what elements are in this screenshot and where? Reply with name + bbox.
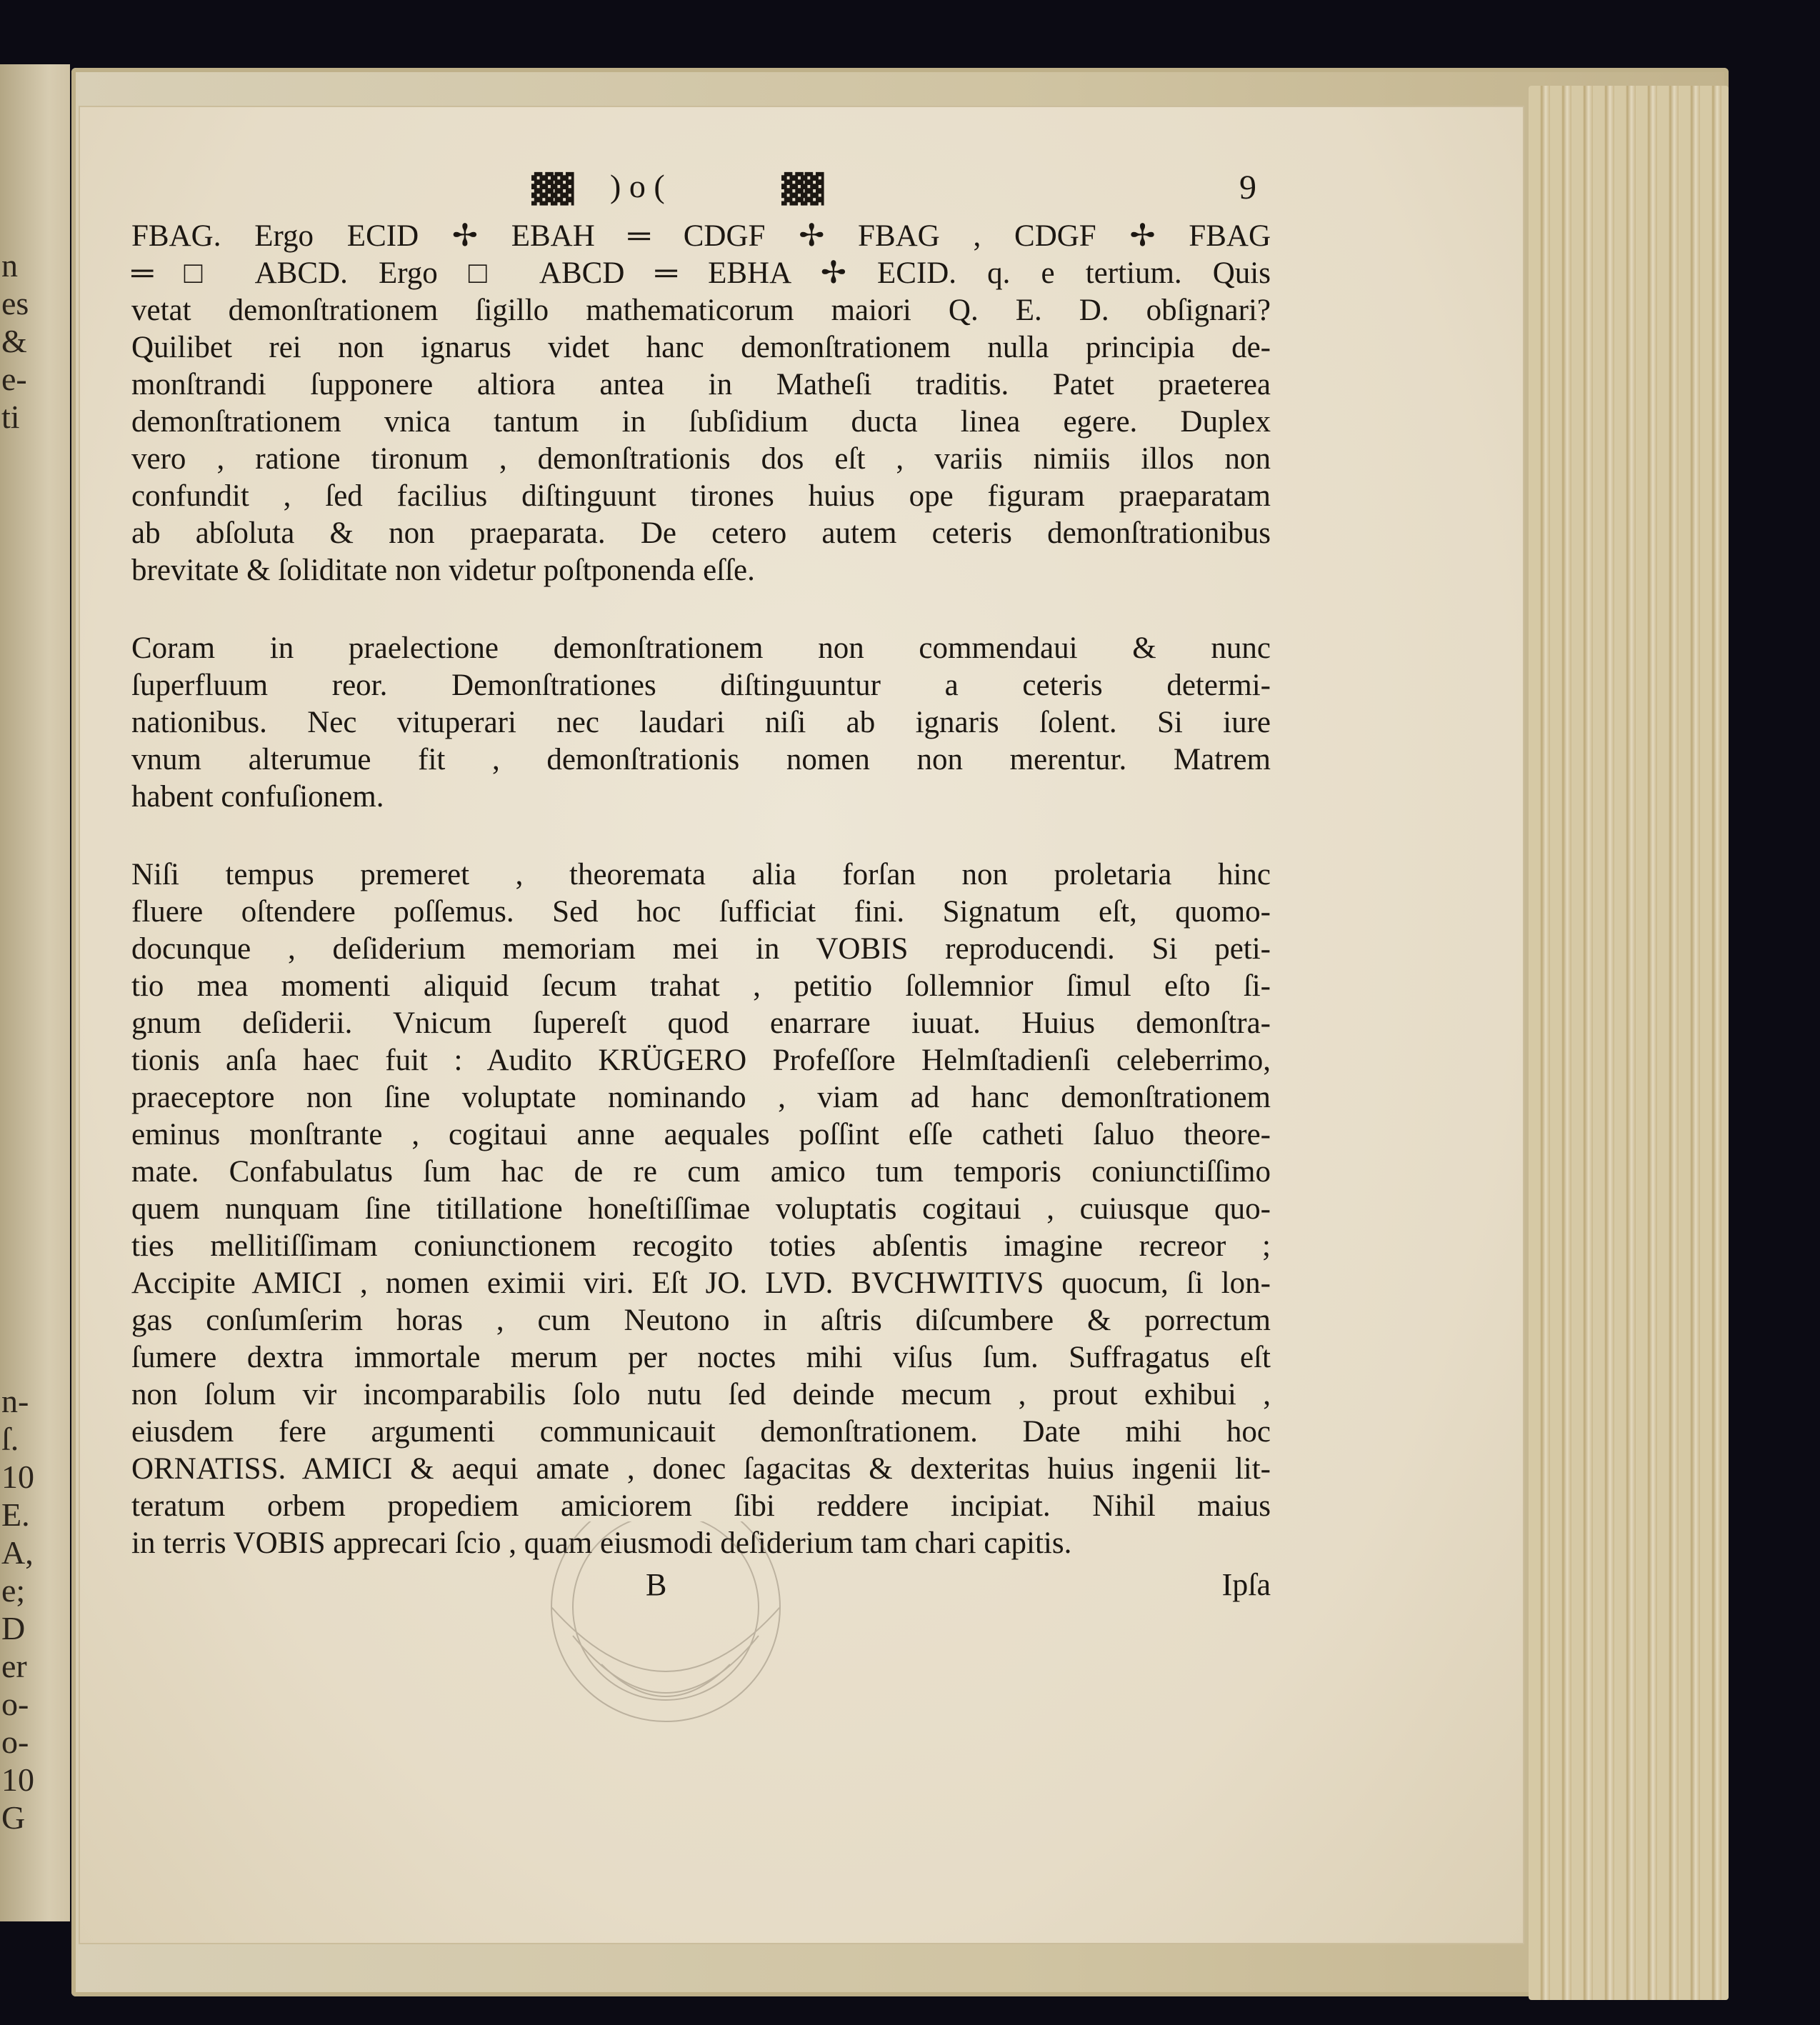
text-line: tionis anſa haec fuit : Audito KRÜGERO Profeſſore Helmſtadienſi celeberrimo, bbox=[131, 1044, 1271, 1077]
text-line: vetat demonſtrationem ſigillo mathematicorum maiori Q. E. D. obſignari? bbox=[131, 294, 1271, 327]
bleed-through-stamp bbox=[466, 1521, 866, 1736]
left-margin-fragment bbox=[1, 966, 66, 1004]
left-margin-fragment: A, bbox=[1, 1534, 34, 1571]
left-margin-fragment: & bbox=[1, 323, 27, 359]
left-margin-fragment bbox=[1, 739, 66, 776]
text-line: quem nunquam ſine titillatione honeſtiſſimae voluptatis cogitaui , cuiusque quo- bbox=[131, 1192, 1271, 1226]
page-stack-edge bbox=[1529, 86, 1729, 2000]
left-margin-fragment: ti bbox=[1, 399, 20, 435]
left-margin-fragment bbox=[1, 928, 66, 966]
signature-mark: B bbox=[646, 1567, 667, 1602]
text-line: ab abſoluta & non praeparata. De cetero autem ceteris demonſtrationibus bbox=[131, 516, 1271, 550]
text-line: tio mea momenti aliquid ſecum trahat , petitio ſollemnior ſimul eſto ſi- bbox=[131, 969, 1271, 1003]
left-margin-fragment bbox=[1, 852, 66, 890]
left-margin-fragment: er bbox=[1, 1648, 27, 1684]
left-margin-fragment bbox=[1, 776, 66, 814]
paragraph-2 bbox=[131, 630, 1271, 816]
text-line: teratum orbem propediem amiciorem ſibi reddere incipiat. Nihil maius bbox=[131, 1489, 1271, 1523]
left-margin-fragment bbox=[1, 1041, 66, 1079]
text-line: eminus monſtrante , cogitaui anne aequales poſſint eſſe catheti ſaluo theore- bbox=[131, 1118, 1271, 1151]
text-line: eiusdem fere argumenti communicauit demonſtrationem. Date mihi hoc bbox=[131, 1415, 1271, 1449]
text-line: ═ □ ABCD. Ergo □ ABCD ═ EBHA ✢ ECID. q. e tertium. Quis bbox=[131, 256, 1271, 290]
left-page-margin-text bbox=[1, 246, 66, 1836]
text-line: fluere oſtendere poſſemus. Sed hoc ſufficiat fini. Signatum eſt, quomo- bbox=[131, 895, 1271, 929]
text-line: FBAG. Ergo ECID ✢ EBAH ═ CDGF ✢ FBAG , CDGF ✢ FBAG bbox=[131, 219, 1271, 253]
left-margin-fragment bbox=[1, 890, 66, 928]
left-margin-fragment bbox=[1, 1344, 66, 1382]
text-line: confundit , ſed facilius diſtinguunt tirones huius ope figuram praeparatam bbox=[131, 479, 1271, 513]
paragraph-1 bbox=[131, 218, 1271, 589]
left-margin-fragment bbox=[1, 549, 66, 587]
left-margin-fragment bbox=[1, 436, 66, 474]
text-line: ſuperfluum reor. Demonſtrationes diſtinguuntur a ceteris determi- bbox=[131, 669, 1271, 702]
left-margin-fragment bbox=[1, 1079, 66, 1117]
text-line: demonſtrationem vnica tantum in ſubſidium ducta linea egere. Duplex bbox=[131, 405, 1271, 439]
left-margin-fragment: e; bbox=[1, 1572, 26, 1609]
text-line: brevitate & ſoliditate non videtur poſtponenda eſſe. bbox=[131, 554, 755, 587]
text-line: mate. Confabulatus ſum hac de re cum amico tum temporis coniunctiſſimo bbox=[131, 1155, 1271, 1189]
text-line: vero , ratione tironum , demonſtrationis dos eſt , variis nimiis illos non bbox=[131, 442, 1271, 476]
left-margin-fragment bbox=[1, 1231, 66, 1269]
text-line: Quilibet rei non ignarus videt hanc demonſtrationem nulla principia de- bbox=[131, 331, 1271, 364]
page-number: 9 bbox=[1239, 169, 1256, 206]
text-line: docunque , deſiderium memoriam mei in VOBIS reproducendi. Si peti- bbox=[131, 932, 1271, 966]
left-margin-fragment: E. bbox=[1, 1496, 30, 1533]
left-margin-fragment bbox=[1, 511, 66, 549]
left-margin-fragment: n bbox=[1, 247, 18, 284]
left-margin-fragment: ſ. bbox=[1, 1421, 19, 1457]
ornament-left-icon: ▓▓ bbox=[531, 173, 573, 206]
left-margin-fragment bbox=[1, 1269, 66, 1306]
text-line: ties mellitiſſimam coniunctionem recogito toties abſentis imagine recreor ; bbox=[131, 1229, 1271, 1263]
left-margin-fragment bbox=[1, 1306, 66, 1344]
header-ornament-text: ) o ( bbox=[610, 168, 665, 204]
left-margin-fragment bbox=[1, 1193, 66, 1231]
text-line: ORNATISS. AMICI & aequi amate , donec ſagacitas & dexteritas huius ingenii lit- bbox=[131, 1452, 1271, 1486]
text-line: nationibus. Nec vituperari nec laudari niſi ab ignaris ſolent. Si iure bbox=[131, 706, 1271, 739]
left-margin-fragment bbox=[1, 587, 66, 625]
text-line: in terris VOBIS apprecari ſcio , quam eiusmodi deſiderium tam chari capitis. bbox=[131, 1526, 1072, 1560]
left-margin-fragment: o- bbox=[1, 1686, 29, 1722]
left-margin-fragment: D bbox=[1, 1610, 26, 1646]
left-margin-fragment: G bbox=[1, 1799, 26, 1836]
text-line: Accipite AMICI , nomen eximii viri. Eſt JO. LVD. BVCHWITIVS quocum, ſi lon- bbox=[131, 1266, 1271, 1300]
text-line: non ſolum vir incomparabilis ſolo nutu ſed deinde mecum , prout exhibui , bbox=[131, 1378, 1271, 1411]
text-line: praeceptore non ſine voluptate nominando , viam ad hanc demonſtrationem bbox=[131, 1081, 1271, 1114]
left-margin-fragment: 10 bbox=[1, 1459, 34, 1495]
catchword: Ipſa bbox=[1221, 1567, 1271, 1602]
left-margin-fragment: o- bbox=[1, 1724, 29, 1760]
text-line: Coram in praelectione demonſtrationem non commendaui & nunc bbox=[131, 631, 1271, 665]
left-margin-fragment: e- bbox=[1, 361, 27, 397]
left-margin-fragment: es bbox=[1, 285, 29, 321]
text-line: habent confuſionem. bbox=[131, 780, 384, 814]
text-line: vnum alterumue fit , demonſtrationis nomen non merentur. Matrem bbox=[131, 743, 1271, 776]
left-margin-fragment bbox=[1, 1117, 66, 1155]
page-body bbox=[131, 168, 1271, 1609]
left-margin-fragment bbox=[1, 1004, 66, 1041]
paragraph-3 bbox=[131, 856, 1271, 1562]
left-margin-fragment: 10 bbox=[1, 1761, 34, 1798]
left-margin-fragment: n- bbox=[1, 1383, 29, 1419]
left-margin-fragment bbox=[1, 474, 66, 511]
text-line: monſtrandi ſupponere altiora antea in Matheſi traditis. Patet praeterea bbox=[131, 368, 1271, 401]
text-line: Niſi tempus premeret , theoremata alia forſan non proletaria hinc bbox=[131, 858, 1271, 891]
left-margin-fragment bbox=[1, 701, 66, 739]
text-line: gas conſumſerim horas , cum Neutono in aſtris diſcumbere & porrectum bbox=[131, 1304, 1271, 1337]
left-margin-fragment bbox=[1, 663, 66, 701]
text-line: ſumere dextra immortale merum per noctes mihi viſus ſum. Suffragatus eſt bbox=[131, 1341, 1271, 1374]
ornament-right-icon: ▓▓ bbox=[781, 173, 823, 206]
page-header bbox=[131, 168, 1271, 218]
left-margin-fragment bbox=[1, 814, 66, 852]
left-margin-fragment bbox=[1, 625, 66, 663]
book-page bbox=[80, 107, 1523, 1943]
text-line: gnum deſiderii. Vnicum ſupereſt quod enarrare iuuat. Huius demonſtra- bbox=[131, 1006, 1271, 1040]
left-margin-fragment bbox=[1, 1155, 66, 1193]
